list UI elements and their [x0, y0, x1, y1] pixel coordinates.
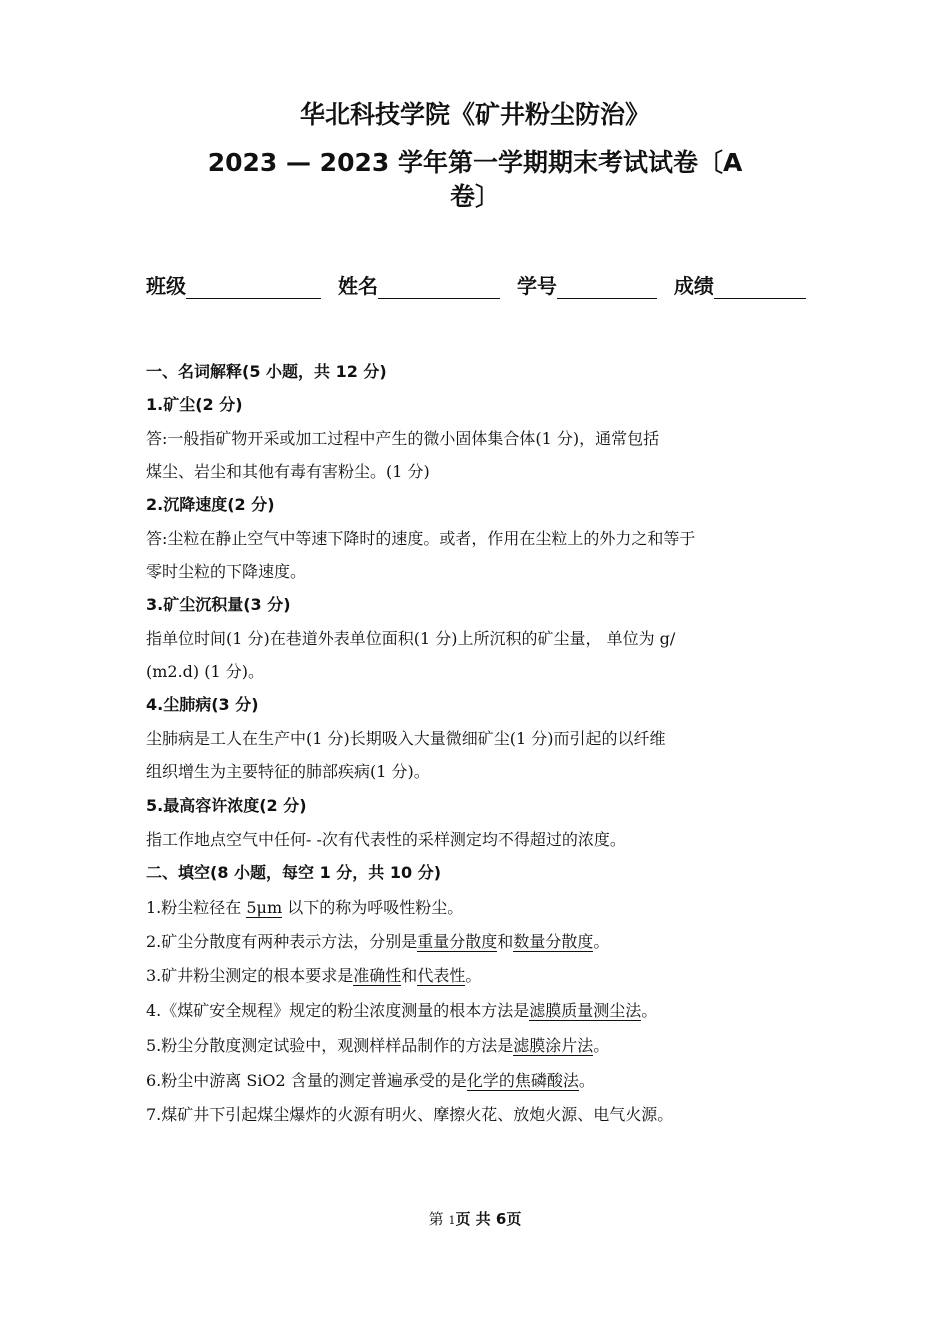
exam-title-line2: 2023 — 2023 学年第一学期期末考试试卷〔A 卷〕 [207, 148, 743, 211]
score-blank[interactable] [714, 274, 806, 299]
footer-prefix: 第 [428, 1210, 449, 1228]
fill1-answer: 5μm [246, 898, 283, 917]
fill-item-6 [146, 1070, 595, 1092]
fill-item-7: 7.煤矿井下引起煤尘爆炸的火源有明火、摩擦火花、放炮火源、电气火源。 [146, 1105, 674, 1124]
fill3-answer2: 代表性 [417, 966, 466, 985]
footer-suffix: 页 [506, 1210, 522, 1228]
fill4-answer: 滤膜质量测尘法 [529, 1001, 642, 1020]
class-label: 班级 [146, 274, 186, 298]
fill-item-3 [146, 965, 481, 987]
fill4-text-b: 。 [641, 1001, 658, 1020]
fill2-text-a: 2.矿尘分散度有两种表示方法，分别是 [146, 932, 418, 951]
fill1-text-a: 1.粉尘粒径在 [146, 898, 247, 917]
fill3-text-c: 。 [465, 966, 482, 985]
class-blank[interactable] [186, 274, 321, 299]
student-id-label: 学号 [516, 274, 557, 298]
fill5-text-b: 。 [593, 1036, 610, 1055]
q5-answer-line1: 指工作地点空气中任何- -次有代表性的采样测定均不得超过的浓度。 [146, 830, 626, 849]
section2-heading: 二、填空(8 小题，每空 1 分，共 10 分) [146, 863, 442, 882]
fill2-text-b: 和 [497, 932, 514, 951]
footer-middle: 页 共 [455, 1210, 496, 1228]
fill1-text-b: 以下的称为呼吸性粉尘。 [282, 898, 464, 917]
footer-current-page: 1 [448, 1214, 456, 1227]
fill4-text-a: 4.《煤矿安全规程》规定的粉尘浓度测量的根本方法是 [146, 1001, 530, 1020]
student-id-blank[interactable] [557, 274, 657, 299]
q2-title: 2.沉降速度(2 分) [146, 495, 275, 514]
q1-answer-line1: 答:一般指矿物开采或加工过程中产生的微小固体集合体(1 分)，通常包括 [146, 429, 660, 448]
section1-heading: 一、名词解释(5 小题，共 12 分) [146, 362, 387, 381]
q3-title: 3.矿尘沉积量(3 分) [146, 595, 291, 614]
fill3-text-a: 3.矿井粉尘测定的根本要求是 [146, 966, 354, 985]
fill3-text-b: 和 [401, 966, 418, 985]
fill-item-2 [146, 931, 609, 953]
fill-item-1 [146, 897, 463, 919]
name-label: 姓名 [337, 274, 378, 298]
fill-item-5 [146, 1035, 609, 1057]
footer-total-pages: 6 [495, 1210, 507, 1228]
q4-title: 4.尘肺病(3 分) [146, 695, 259, 714]
fill2-answer2: 数量分散度 [513, 932, 594, 951]
q2-answer-line2: 零时尘粒的下降速度。 [146, 562, 307, 581]
fill5-text-a: 5.粉尘分散度测定试验中，观测样样品制作的方法是 [146, 1036, 514, 1055]
page-footer [0, 1208, 950, 1229]
fill6-answer: 化学的焦磷酸法 [466, 1071, 579, 1090]
q4-answer-line1: 尘肺病是工人在生产中(1 分)长期吸入大量微细矿尘(1 分)而引起的以纤维 [146, 729, 666, 748]
fill-item-4 [146, 1000, 657, 1022]
q3-answer-line1: 指单位时间(1 分)在巷道外表单位面积(1 分)上所沉积的矿尘量， 单位为 g/ [146, 629, 676, 648]
student-info-row [146, 270, 811, 299]
exam-title-line1: 华北科技学院《矿井粉尘防治》 [299, 100, 650, 129]
q3-answer-line2: (m2.d) (1 分)。 [146, 662, 265, 681]
fill2-text-c: 。 [593, 932, 610, 951]
name-blank[interactable] [378, 274, 500, 299]
score-label: 成绩 [673, 274, 714, 298]
fill6-text-a: 6.粉尘中游离 SiO2 含量的测定普遍承受的是 [146, 1071, 467, 1090]
q5-title: 5.最高容许浓度(2 分) [146, 796, 307, 815]
q4-answer-line2: 组织增生为主要特征的肺部疾病(1 分)。 [146, 762, 430, 781]
fill2-answer1: 重量分散度 [417, 932, 498, 951]
q2-answer-line1: 答:尘粒在静止空气中等速下降时的速度。或者，作用在尘粒上的外力之和等于 [146, 529, 696, 548]
fill3-answer1: 准确性 [353, 966, 402, 985]
fill6-text-b: 。 [578, 1071, 595, 1090]
q1-answer-line2: 煤尘、岩尘和其他有毒有害粉尘。(1 分) [146, 462, 430, 481]
q1-title: 1.矿尘(2 分) [146, 395, 243, 414]
fill5-answer: 滤膜涂片法 [513, 1036, 594, 1055]
